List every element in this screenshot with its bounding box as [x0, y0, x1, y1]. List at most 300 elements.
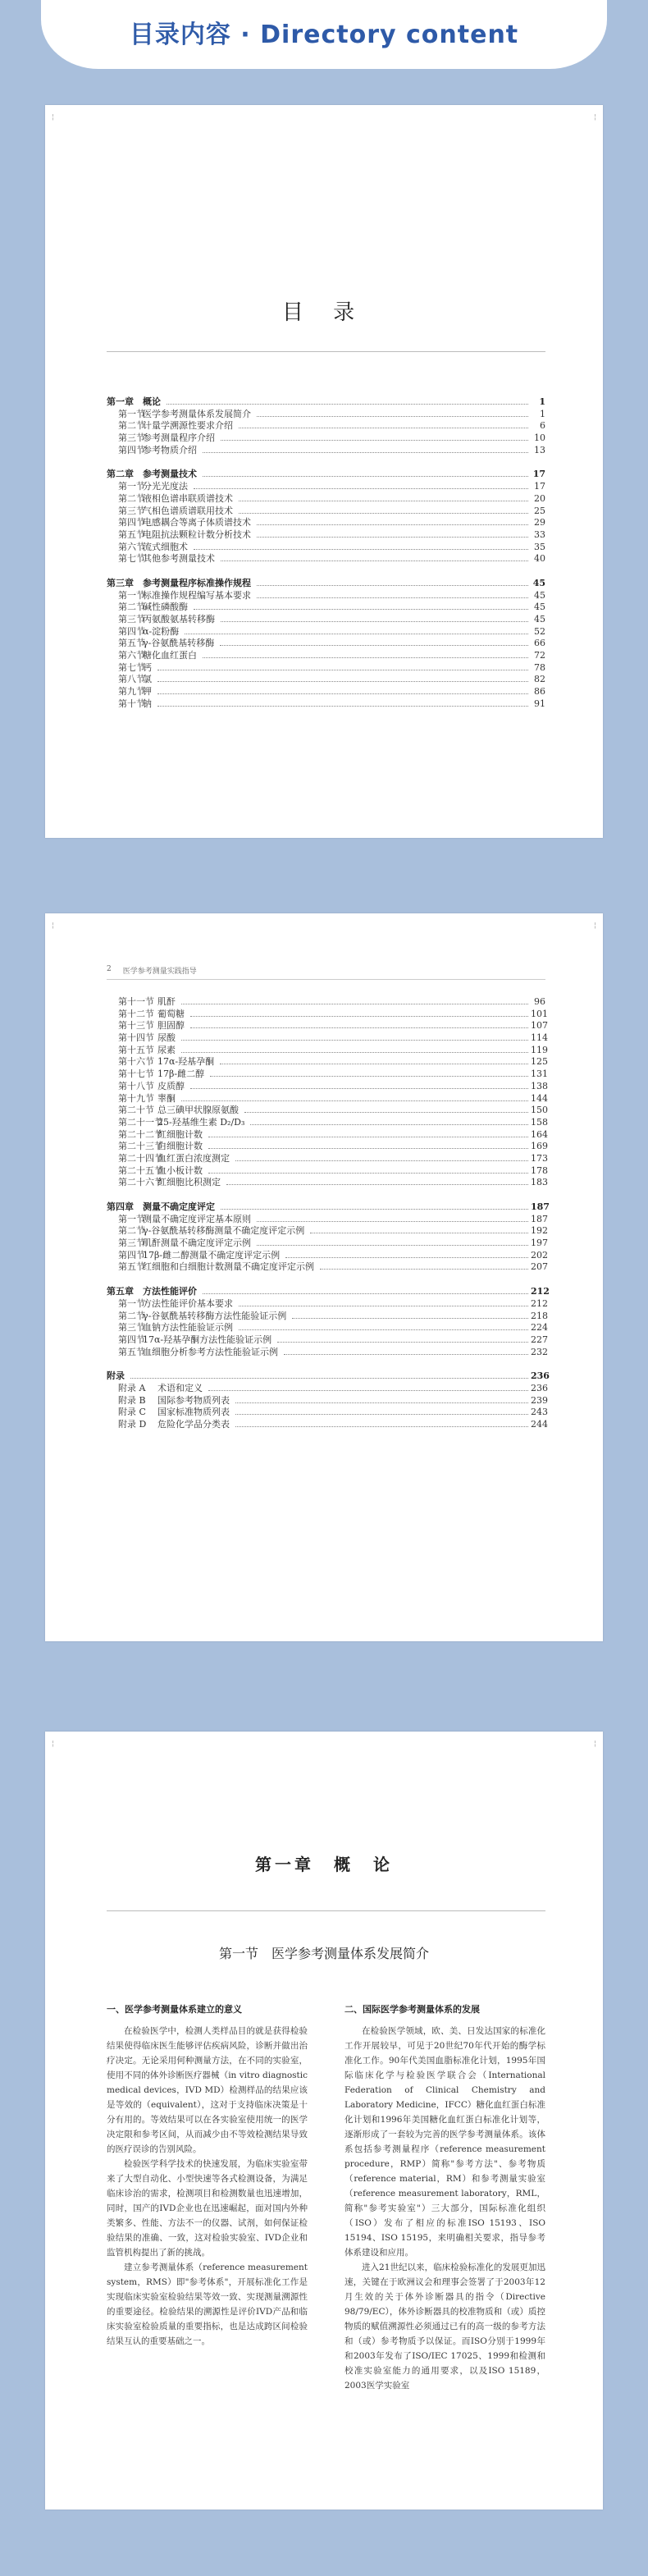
toc-page-number: 66	[534, 638, 545, 649]
toc-leader-dots	[277, 1342, 528, 1343]
toc-section-entry[interactable]	[107, 1212, 548, 1224]
toc-entry-number: 第十节	[118, 698, 145, 709]
toc-leader-dots	[181, 1040, 528, 1041]
body-paragraph: 在检验医学领域，欧、美、日发达国家的标准化工作开展较早，可见于20世纪70年代开始的酶学标准化工作。90年代美国血脂标准化计划，1995年国际临床化学与检验医学联合会（International Federation of Clinical Chemistry and Laboratory Medicine，IFCC）糖化血红蛋白标准化计划和1996年美国糖化血红蛋白标准化计划等，逐渐形成了一套较为完善的医学参考测量体系。该体系包括参考测量程序（reference measurement procedure，RMP）简称"参考方法"、参考物质（reference material，RM）和参考测量实验室（reference measurement laboratory，RML，简称"参考实验室"）三大部分，国际标准化组织（ISO）发布了相应的标准ISO 15193、ISO 15194、ISO 15195，来明确相关要求，指导参考体系建设和应用。	[345, 2026, 545, 2258]
toc-leader-dots	[210, 1076, 528, 1077]
toc-section-entry[interactable]	[107, 1417, 548, 1430]
toc-entry-title: 医学参考测量体系发展简介	[143, 408, 251, 419]
toc-entry-title: 参考测量技术	[134, 469, 197, 480]
toc-page-number: 45	[534, 602, 545, 613]
toc-entry-title: 国际参考物质列表	[157, 1394, 230, 1406]
toc-entry-number: 第四节	[118, 1249, 145, 1261]
toc-entry-title: 参考物质介绍	[143, 444, 197, 455]
toc-leader-dots	[203, 657, 528, 658]
toc-entry-title: 分光光度法	[143, 481, 188, 492]
toc-section-entry[interactable]	[107, 1115, 548, 1128]
toc-page-number: 232	[531, 1346, 548, 1357]
toc-section-entry[interactable]	[107, 625, 545, 637]
toc-section-entry[interactable]	[107, 1333, 548, 1345]
toc-section-entry[interactable]	[107, 1018, 548, 1032]
running-head	[107, 965, 197, 976]
toc-page-number: 119	[531, 1044, 548, 1055]
toc-page-number: 52	[534, 625, 545, 637]
toc-entry-number: 第十四节	[118, 1032, 154, 1044]
toc-entry-number: 第三节	[118, 505, 145, 516]
toc-section-entry[interactable]	[107, 1091, 548, 1104]
toc-page-number: 72	[534, 650, 545, 661]
toc-page-number: 20	[534, 492, 545, 504]
toc-section-entry[interactable]	[107, 479, 545, 492]
toc-entry-title: 血小板计数	[157, 1164, 203, 1176]
toc-gap	[107, 564, 545, 576]
right-column-heading: 二、国际医学参考测量体系的发展	[345, 2004, 480, 2015]
toc-page-number: 227	[531, 1334, 548, 1345]
toc-entry-number: 附录 A	[118, 1382, 146, 1393]
toc-entry-number: 第二十节	[118, 1105, 154, 1116]
toc-entry-title: 电感耦合等离子体质谱技术	[143, 517, 251, 528]
toc-page-number: 131	[531, 1068, 548, 1080]
toc-leader-dots	[203, 452, 528, 453]
toc-page-number: 187	[531, 1213, 548, 1224]
toc-entry-number: 第五节	[118, 1261, 145, 1273]
crop-mark: ¦	[52, 113, 54, 121]
toc-entry-number: 第三节	[118, 1238, 145, 1249]
toc-section-entry[interactable]	[107, 1031, 548, 1044]
body-paragraph: 建立参考测量体系（reference measurement system，RMS）即"参考体系"，开展标准化工作是实现临床实验室检验结果等效一致、实现测量溯源性的重要途径。检验结果的溯源性是评价IVD产品和临床实验室检验质量的重要指标，也是达成跨区间检验结果互认的重要基础之一。	[107, 2263, 308, 2346]
toc-page-number: 1	[539, 396, 545, 407]
banner-panel	[41, 0, 607, 69]
toc-section-entry[interactable]	[107, 672, 545, 684]
toc-page-2	[45, 913, 603, 1641]
toc-page-number: 164	[531, 1128, 548, 1140]
page-number: 2	[107, 965, 112, 973]
toc-leader-dots	[221, 1209, 528, 1210]
toc-page-number: 236	[531, 1370, 550, 1382]
toc-leader-dots	[320, 1269, 528, 1270]
toc-page-number: 13	[534, 444, 545, 455]
toc-section-entry[interactable]	[107, 1224, 548, 1237]
toc-entry-title: 尿酸	[157, 1032, 176, 1044]
toc-page-number: 244	[531, 1419, 548, 1430]
toc-entry-title: 流式细胞术	[143, 541, 188, 552]
toc-entry-title: α-淀粉酶	[143, 625, 180, 637]
toc-entry-number: 附录 B	[118, 1394, 146, 1406]
crop-mark: ¦	[52, 1740, 54, 1747]
toc-page-number: 17	[532, 469, 545, 480]
toc-entry-title: γ-谷氨酰基转移酶测量不确定度评定示例	[143, 1225, 305, 1237]
toc-page-number: 6	[540, 420, 545, 432]
toc-entry-number: 第十九节	[118, 1092, 154, 1104]
toc-page-number: 25	[534, 505, 545, 516]
header-banner	[0, 0, 648, 72]
toc-leader-dots	[221, 621, 528, 622]
toc-entry-title: 肌酐	[157, 996, 176, 1007]
toc-chapter-entry[interactable]	[107, 467, 545, 479]
toc-page-number: 158	[531, 1116, 548, 1128]
toc-section-entry[interactable]	[107, 1393, 548, 1406]
toc-leader-dots	[167, 404, 528, 405]
toc-entry-number: 附录	[107, 1370, 125, 1382]
toc-section-entry[interactable]	[107, 419, 545, 431]
left-column	[107, 2002, 308, 2349]
toc-entry-number: 第二十三节	[118, 1141, 163, 1152]
toc-leader-dots	[130, 1378, 528, 1379]
toc-entry-number: 第二十五节	[118, 1164, 163, 1176]
toc-section-entry[interactable]	[107, 588, 545, 601]
toc-page-number: 17	[534, 481, 545, 492]
toc-entry-title: 17α-羟基孕酮	[157, 1056, 215, 1068]
toc-section-entry[interactable]	[107, 1043, 548, 1055]
body-paragraph: 检验医学科学技术的快速发展，为临床实验室带来了大型自动化、小型快速等各式检测设备，为满足临床诊治的需求，检测项目和检测数量也迅速增加，同时，国产的IVD企业也在迅速崛起，面对国内外种类繁多、性能、方法不一的仪器、试剂，如何保证检验结果的准确、一致，这对检验实验室、IVD企业和监管机构提出了新的挑战。	[107, 2159, 308, 2258]
toc-entry-number: 第一节	[118, 481, 145, 492]
toc-chapter-entry[interactable]	[107, 576, 545, 588]
toc-page-number: 10	[534, 432, 545, 444]
toc-entry-number: 第十六节	[118, 1056, 154, 1068]
toc-entry-number: 第三章	[107, 577, 134, 588]
crop-mark: ¦	[594, 1740, 596, 1747]
toc-section-entry[interactable]	[107, 1079, 548, 1091]
toc-page-number: 212	[531, 1286, 550, 1297]
toc-gap	[107, 455, 545, 467]
toc-page-number: 243	[531, 1407, 548, 1418]
toc-entry-number: 第四节	[118, 625, 145, 637]
toc-section-entry[interactable]	[107, 995, 545, 1007]
toc-leader-dots	[257, 537, 528, 538]
toc-entry-number: 第十七节	[118, 1068, 154, 1080]
toc-entry-title: 液相色谱串联质谱技术	[143, 492, 233, 504]
toc-leader-dots	[285, 1257, 528, 1258]
toc-page-number: 224	[531, 1322, 548, 1334]
toc-leader-dots	[257, 585, 528, 586]
toc-leader-dots	[194, 488, 528, 489]
toc-entry-title: 方法性能评价基本要求	[143, 1297, 233, 1309]
toc-page-number: 187	[531, 1201, 550, 1212]
toc-section-entry[interactable]	[107, 1151, 548, 1164]
toc-page-number: 138	[531, 1080, 548, 1091]
toc-page-number: 150	[531, 1105, 548, 1116]
toc-section-entry[interactable]	[107, 1055, 548, 1068]
toc-gap	[107, 1357, 545, 1369]
toc-leader-dots	[203, 476, 528, 477]
toc-page-number: 169	[531, 1141, 548, 1152]
toc-leader-dots	[157, 681, 528, 682]
toc-entry-number: 第二节	[118, 1225, 145, 1237]
toc-entry-title: 皮质醇	[157, 1080, 185, 1091]
toc-entry-number: 第十二节	[118, 1008, 154, 1019]
toc-entry-title: 氯	[143, 674, 152, 685]
toc-leader-dots	[257, 1245, 528, 1246]
toc-entry-number: 第二十一节	[118, 1116, 163, 1128]
toc-section-entry[interactable]	[107, 1405, 548, 1418]
toc-section-entry[interactable]	[107, 431, 545, 443]
toc-page-number: 218	[531, 1310, 548, 1321]
toc-section-entry[interactable]	[107, 515, 545, 528]
chapter-page	[45, 1732, 603, 2510]
toc-entry-number: 第二章	[107, 469, 134, 480]
toc-entry-number: 第二节	[118, 1310, 145, 1321]
toc-leader-dots	[221, 440, 528, 441]
toc-entry-number: 第二十二节	[118, 1128, 163, 1140]
toc-leader-dots	[157, 706, 528, 707]
toc-page-number: 212	[531, 1297, 548, 1309]
toc-entry-number: 第二十四节	[118, 1152, 163, 1164]
toc-page-number: 91	[534, 698, 545, 709]
toc-section-entry[interactable]	[107, 1164, 548, 1176]
toc-section-entry[interactable]	[107, 1175, 548, 1188]
toc-section-entry[interactable]	[107, 661, 545, 673]
toc-entry-number: 第八节	[118, 674, 145, 685]
toc-leader-dots	[221, 560, 528, 561]
toc-section-entry[interactable]	[107, 1248, 548, 1261]
toc-entry-number: 第一章	[107, 396, 134, 407]
toc-page-number: 125	[531, 1056, 548, 1068]
toc-entry-title: 白细胞计数	[157, 1141, 203, 1152]
toc-entry-number: 第九节	[118, 686, 145, 698]
toc-leader-dots	[194, 609, 528, 610]
toc-entry-number: 第二节	[118, 420, 145, 432]
toc-entry-number: 第七节	[118, 661, 145, 673]
toc-page-number: 202	[531, 1249, 548, 1261]
toc-entry-title: 方法性能评价	[134, 1286, 197, 1297]
toc-page-number: 183	[531, 1177, 548, 1188]
toc-section-entry[interactable]	[107, 492, 545, 504]
toc-entry-title: 参考测量程序介绍	[143, 432, 215, 444]
toc-page-number: 78	[534, 661, 545, 673]
toc-entry-number: 第一节	[118, 1213, 145, 1224]
chapter-rule	[107, 1910, 545, 1911]
toc-entry-title: 胆固醇	[157, 1020, 185, 1032]
toc-leader-dots	[190, 1016, 528, 1017]
toc-section-entry[interactable]	[107, 540, 545, 552]
toc-entry-title: 测量不确定度评定基本原则	[143, 1213, 251, 1224]
left-column-heading: 一、医学参考测量体系建立的意义	[107, 2004, 242, 2015]
toc-leader-dots	[157, 693, 528, 694]
toc-entry-title: 血钠方法性能验证示例	[143, 1322, 233, 1334]
toc-entry-title: 睾酮	[157, 1092, 176, 1104]
toc-leader-dots	[194, 549, 528, 550]
toc-page-number: 144	[531, 1092, 548, 1104]
toc-section-entry[interactable]	[107, 1139, 548, 1152]
toc-entry-number: 第一节	[118, 408, 145, 419]
toc-entry-title: 红细胞计数	[157, 1128, 203, 1140]
toc-entry-number: 第十三节	[118, 1020, 154, 1032]
toc-entry-number: 第二十六节	[118, 1177, 163, 1188]
toc-entry-number: 第五节	[118, 528, 145, 540]
toc-section-entry[interactable]	[107, 1309, 548, 1321]
toc-gap	[107, 1272, 545, 1284]
toc-section-entry[interactable]	[107, 1236, 548, 1249]
toc-entry-title: 钙	[143, 661, 152, 673]
toc-section-entry[interactable]	[107, 1103, 548, 1116]
toc-entry-number: 第二节	[118, 602, 145, 613]
toc-section-entry[interactable]	[107, 1128, 548, 1140]
toc-leader-dots	[208, 1173, 528, 1174]
toc-page-number: 40	[534, 553, 545, 565]
toc-page-number: 45	[534, 589, 545, 601]
toc-list	[107, 995, 550, 1430]
toc-leader-dots	[220, 645, 528, 646]
toc-entry-title: 25-羟基维生素 D₂/D₃	[157, 1116, 245, 1128]
toc-entry-title: 糖化血红蛋白	[143, 650, 197, 661]
toc-page-number: 45	[534, 614, 545, 625]
toc-page-number: 197	[531, 1238, 548, 1249]
toc-page-number: 173	[531, 1152, 548, 1164]
toc-entry-number: 第四章	[107, 1201, 134, 1212]
toc-page-number: 82	[534, 674, 545, 685]
toc-section-entry[interactable]	[107, 636, 545, 648]
toc-section-entry[interactable]	[107, 443, 545, 455]
toc-entry-number: 第十一节	[118, 996, 154, 1007]
crop-mark: ¦	[594, 922, 596, 929]
toc-leader-dots	[284, 1354, 528, 1355]
toc-entry-number: 第一节	[118, 1297, 145, 1309]
toc-entry-number: 第六节	[118, 650, 145, 661]
toc-section-entry[interactable]	[107, 648, 545, 661]
toc-entry-number: 第五章	[107, 1286, 134, 1297]
toc-section-entry[interactable]	[107, 1345, 548, 1357]
toc-chapter-entry[interactable]	[107, 1200, 550, 1212]
toc-entry-title: 电阻抗法颗粒计数分析技术	[143, 528, 251, 540]
toc-leader-dots	[208, 1390, 528, 1391]
toc-page-number: 45	[532, 577, 545, 588]
toc-leader-dots	[203, 1293, 528, 1294]
toc-page-number: 207	[531, 1261, 548, 1273]
toc-entry-title: 危险化学品分类表	[157, 1419, 230, 1430]
toc-section-entry[interactable]	[107, 684, 545, 697]
toc-section-entry[interactable]	[107, 528, 545, 540]
toc-entry-number: 第五节	[118, 638, 145, 649]
toc-entry-number: 第三节	[118, 1322, 145, 1334]
toc-entry-title: 17β-雌二醇测量不确定度评定示例	[143, 1249, 281, 1261]
toc-leader-dots	[239, 1329, 528, 1330]
toc-leader-dots	[257, 416, 528, 417]
toc-leader-dots	[208, 1148, 528, 1149]
section-title: 第一节 医学参考测量体系发展简介	[218, 1946, 429, 1961]
crop-mark: ¦	[594, 113, 596, 121]
toc-entry-title: 血红蛋白浓度测定	[157, 1152, 230, 1164]
toc-section-entry[interactable]	[107, 504, 545, 516]
toc-entry-number: 第十八节	[118, 1080, 154, 1091]
toc-entry-number: 第二节	[118, 492, 145, 504]
toc-section-entry[interactable]	[107, 1320, 548, 1334]
toc-section-entry[interactable]	[107, 1007, 548, 1019]
toc-entry-title: 红细胞比积测定	[157, 1177, 221, 1188]
toc-chapter-entry[interactable]	[107, 1369, 550, 1382]
toc-entry-title: 钾	[143, 686, 152, 698]
toc-page-number: 114	[531, 1032, 548, 1044]
toc-entry-number: 第四节	[118, 517, 145, 528]
toc-entry-title: 17α-羟基孕酮方法性能验证示例	[143, 1334, 272, 1345]
toc-leader-dots	[235, 1402, 528, 1403]
running-title: 医学参考测量实践指导	[122, 968, 197, 976]
toc-entry-title: γ-谷氨酰基转移酶	[143, 638, 215, 649]
toc-leader-dots	[235, 1426, 528, 1427]
toc-leader-dots	[181, 1100, 528, 1101]
crop-mark: ¦	[52, 922, 54, 929]
toc-entry-number: 第四节	[118, 1334, 145, 1345]
toc-entry-title: 计量学溯源性要求介绍	[143, 420, 233, 432]
toc-chapter-entry[interactable]	[107, 1284, 550, 1297]
toc-page-number: 107	[531, 1020, 548, 1032]
body-paragraph: 进入21世纪以来，临床检验标准化的发展更加迅速，关键在于欧洲议会和理事会签署了于2003年12月生效的关于体外诊断器具的指令（Directive 98/79/EC），体外诊断器具的校准物质和（或）质控物质的赋值溯源性必须通过已有的高一级的参考方法和（或）参考物质予以保证。而ISO分别于1999年和2003年发布了ISO/IEC 17025、1999和检测和校准实验室能力的通用要求，以及ISO 15189，2003医学实验室	[345, 2263, 545, 2391]
heading-rule	[107, 351, 545, 352]
running-rule	[107, 979, 545, 980]
toc-page-1	[45, 105, 603, 838]
toc-entry-number: 第五节	[118, 1346, 145, 1357]
toc-leader-dots	[235, 1414, 528, 1415]
toc-entry-title: 血细胞分析参考方法性能验证示例	[143, 1346, 278, 1357]
toc-entry-number: 第四节	[118, 444, 145, 455]
toc-entry-number: 第七节	[118, 553, 145, 565]
toc-leader-dots	[257, 1221, 528, 1222]
toc-entry-title: 钠	[143, 698, 152, 709]
toc-page-number: 178	[531, 1164, 548, 1176]
toc-entry-title: 参考测量程序标准操作规程	[134, 577, 251, 588]
toc-gap	[107, 1187, 545, 1200]
toc-page-number: 101	[531, 1008, 548, 1019]
toc-entry-title: 尿素	[157, 1044, 176, 1055]
toc-entry-title: 国家标准物质列表	[157, 1407, 230, 1418]
toc-section-entry[interactable]	[107, 1260, 548, 1273]
toc-section-entry[interactable]	[107, 1067, 548, 1080]
toc-entry-title: 红细胞和白细胞计数测量不确定度评定示例	[143, 1261, 314, 1273]
toc-section-entry[interactable]	[107, 551, 545, 564]
toc-entry-title: 碱性磷酸酶	[143, 602, 188, 613]
toc-entry-title: 葡萄糖	[157, 1008, 185, 1019]
toc-entry-number: 第六节	[118, 541, 145, 552]
toc-entry-title: 概论	[134, 396, 161, 407]
body-paragraph: 在检验医学中，检测人类样品目的就是获得检验结果使得临床医生能够评估疾病风险，诊断并做出治疗决定。无论采用何种测量方法，在不同的实验室，使用不同的体外诊断医疗器械（in vitro diagnostic medical devices，IVD MD）检测样品的结果应该是等效的（equivalent），这对于支持临床决策是十分有用的。等效结果可以在各实验室使用统一的医学决定限和参考区间，从而减少由不等效检测结果导致的医疗误诊的告别风险。	[107, 2026, 308, 2154]
toc-leader-dots	[226, 1184, 528, 1185]
toc-page-number: 1	[540, 408, 545, 419]
toc-leader-dots	[292, 1318, 528, 1319]
toc-leader-dots	[235, 1160, 528, 1161]
toc-entry-title: 肌酐测量不确定度评定示例	[143, 1238, 251, 1249]
toc-entry-title: 17β-雌二醇	[157, 1068, 205, 1080]
toc-leader-dots	[257, 524, 528, 525]
toc-entry-number: 附录 C	[118, 1407, 146, 1418]
toc-leader-dots	[244, 1112, 528, 1113]
toc-entry-title: γ-谷氨酰基转移酶方法性能验证示例	[143, 1310, 287, 1321]
toc-entry-number: 第三节	[118, 432, 145, 444]
toc-entry-title: 测量不确定度评定	[134, 1201, 215, 1212]
toc-entry-title: 其他参考测量技术	[143, 553, 215, 565]
right-column	[345, 2002, 545, 2393]
toc-section-entry[interactable]	[107, 1297, 548, 1309]
toc-section-entry[interactable]	[107, 600, 545, 612]
toc-entry-title: 丙氨酸氨基转移酶	[143, 614, 215, 625]
toc-entry-number: 第一节	[118, 589, 145, 601]
chapter-title: 第一章 概 论	[255, 1855, 393, 1874]
toc-leader-dots	[181, 1052, 528, 1053]
toc-entry-number: 第三节	[118, 614, 145, 625]
toc-section-entry[interactable]	[107, 697, 545, 709]
toc-section-entry[interactable]	[107, 1381, 548, 1393]
toc-leader-dots	[250, 1124, 528, 1125]
toc-page-number: 192	[531, 1225, 548, 1237]
toc-leader-dots	[190, 1027, 528, 1028]
toc-section-entry[interactable]	[107, 612, 545, 625]
toc-chapter-entry[interactable]	[107, 395, 545, 407]
toc-page-number: 239	[531, 1394, 548, 1406]
toc-list	[107, 395, 545, 709]
toc-entry-title: 气相色谱质谱联用技术	[143, 505, 233, 516]
toc-entry-title: 标准操作规程编写基本要求	[143, 589, 251, 601]
toc-entry-title: 总三碘甲状腺原氨酸	[157, 1105, 239, 1116]
toc-section-entry[interactable]	[107, 407, 545, 419]
toc-entry-number: 第十五节	[118, 1044, 154, 1055]
toc-entry-title: 术语和定义	[157, 1382, 203, 1393]
